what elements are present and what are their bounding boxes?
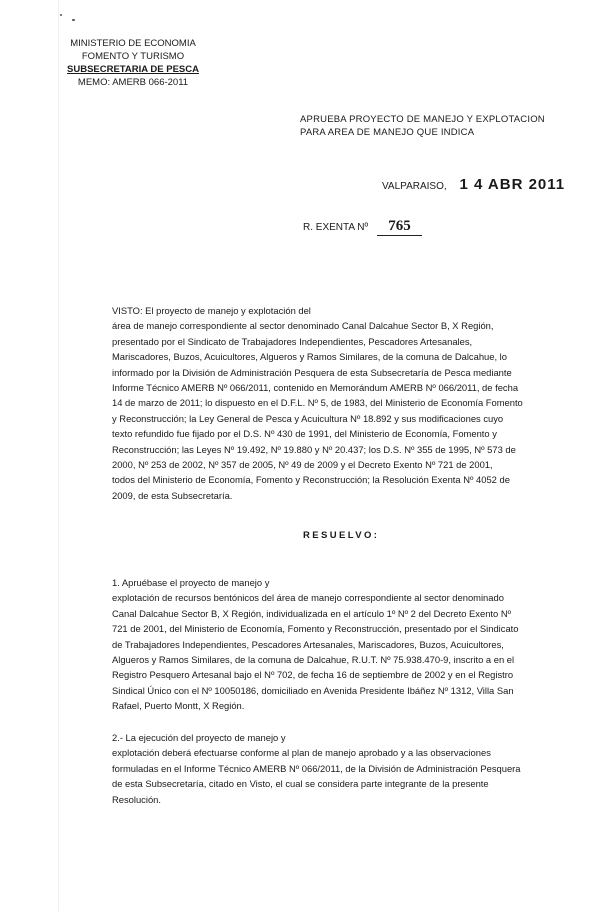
- date-stamp: 1 4 ABR 2011: [459, 176, 566, 193]
- resolution-point-1: 1. Apruébase el proyecto de manejo y explotación de recursos bentónicos del área de manejo correspondiente al sector denominado Canal Dalcahue Sector B, X Región, individualizada en el artículo 1º Nº 2 del Decreto Exento Nº 721 de 2001, del Ministerio de Economía, Fomento y Reconstrucción, presentado por el Sindicato de Trabajadores Independientes, Pescadores Artesanales, Mariscadores, Buzos, Acuicultores, Algueros y Ramos Similares, de la comuna de Dalcahue, R.U.T. Nº 75.938.470-9, inscrito a en el Registro Pesquero Artesanal bajo el Nº 702, de fecha 16 de septiembre de 2002 y en el Registro Sindical Único con el Nº 10050186, domiciliado en Avenida Presidente Ibáñez Nº 1312, Villa San Rafael, Puerto Montt, X Región.: [112, 577, 519, 712]
- memo-reference: MEMO: AMERB 066-2011: [77, 77, 189, 88]
- resolution-point-2: 2.- La ejecución del proyecto de manejo y explotación deberá efectuarse conforme al plan de manejo aprobado y a las observaciones formuladas en el Informe Técnico AMERB Nº 066/2011, de la División de Administración Pesquera de esta Subsecretaría, citado en Visto, el cual se considera parte integrante de la presente Resolución.: [112, 732, 521, 805]
- subject-line-2: PARA AREA DE MANEJO QUE INDICA: [300, 127, 475, 138]
- scan-speck: [72, 19, 75, 21]
- undersecretariat-name: SUBSECRETARIA DE PESCA: [67, 64, 199, 75]
- resolution-label: R. EXENTA Nº: [303, 222, 369, 233]
- subject-line-1: APRUEBA PROYECTO DE MANEJO Y EXPLOTACION: [300, 114, 545, 125]
- letterhead: [58, 37, 208, 89]
- scan-edge: [58, 0, 59, 911]
- visto-paragraph: VISTO: El proyecto de manejo y explotación del área de manejo correspondiente al sector denominado Canal Dalcahue Sector B, X Región, presentado por el Sindicato de Trabajadores Independientes, Pescadores Artesanales, Mariscadores, Buzos, Acuicultores, Algueros y Ramos Similares, de la comuna de Dalcahue, lo informado por la División de Administración Pesquera de esta Subsecretaría de Pesca mediante Informe Técnico AMERB Nº 066/2011, contenido en Memorándum AMERB Nº 066/2011, de fecha 14 de marzo de 2011; lo dispuesto en el D.F.L. Nº 5, de 1983, del Ministerio de Economía Fomento y Reconstrucción; la Ley General de Pesca y Acuicultura Nº 18.892 y sus modificaciones cuyo texto refundido fue fijado por el D.S. Nº 430 de 1991, del Ministerio de Economía, Fomento y Reconstrucción; las Leyes Nº 19.492, Nº 19.880 y Nº 20.437; los D.S. Nº 355 de 1995, Nº 573 de 2000, Nº 253 de 2002, Nº 357 de 2005, Nº 49 de 2009 y el Decreto Exento Nº 721 de 2001, todos del Ministerio de Economía, Fomento y Reconstrucción; la Resolución Exenta Nº 4052 de 2009, de esta Subsecretaría.: [112, 305, 523, 501]
- date-city: VALPARAISO,: [382, 181, 447, 192]
- resuelvo-heading: RESUELVO:: [303, 530, 380, 541]
- ministry-subtitle: FOMENTO Y TURISMO: [81, 51, 185, 62]
- scan-speck: [60, 14, 62, 16]
- date-line: [382, 176, 565, 193]
- resolution-number: 765: [377, 218, 422, 236]
- subject-heading: [300, 113, 590, 139]
- resolution-line: [303, 218, 422, 236]
- ministry-name: MINISTERIO DE ECONOMIA: [70, 38, 196, 49]
